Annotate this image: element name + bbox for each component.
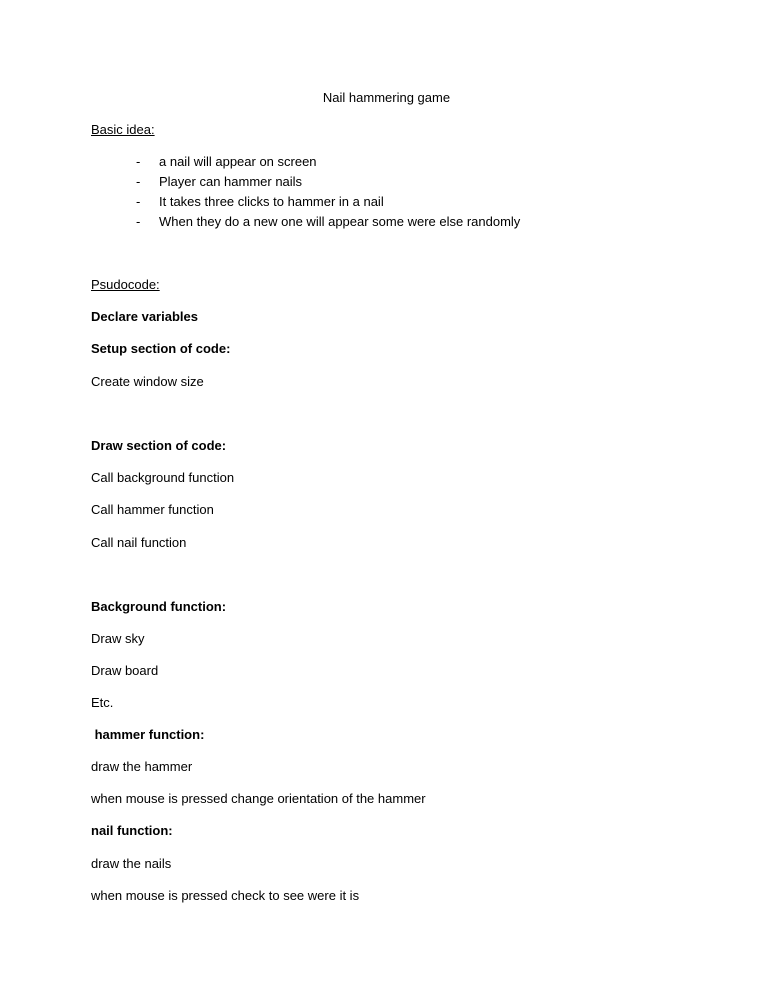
setup-heading: Setup section of code: (91, 341, 231, 356)
bullet-marker: - (136, 154, 141, 169)
basic-idea-heading: Basic idea: (91, 122, 155, 137)
draw-heading: Draw section of code: (91, 438, 227, 453)
list-item (136, 174, 520, 194)
nail-line: when mouse is pressed check to see were it is (91, 888, 360, 903)
list-item (136, 154, 520, 174)
hammer-function-heading: hammer function: (91, 727, 205, 742)
pseudocode-heading: Psudocode: (91, 277, 160, 292)
background-line: Draw board (91, 663, 159, 678)
nail-function-heading: nail function: (91, 823, 173, 838)
list-item (136, 194, 520, 214)
setup-line: Create window size (91, 374, 204, 389)
hammer-line: draw the hammer (91, 759, 193, 774)
bullet-marker: - (136, 194, 141, 209)
list-item (136, 214, 520, 234)
declare-variables-heading: Declare variables (91, 309, 198, 324)
nail-line: draw the nails (91, 856, 172, 871)
hammer-line: when mouse is pressed change orientation of the hammer (91, 791, 426, 806)
bullet-marker: - (136, 174, 141, 189)
background-function-heading: Background function: (91, 599, 227, 614)
bullet-text: When they do a new one will appear some were else randomly (159, 214, 521, 229)
basic-idea-list (136, 154, 520, 234)
background-line: Etc. (91, 695, 114, 710)
draw-line: Call nail function (91, 535, 187, 550)
draw-line: Call hammer function (91, 502, 214, 517)
bullet-marker: - (136, 214, 141, 229)
bullet-text: a nail will appear on screen (159, 154, 317, 169)
bullet-text: Player can hammer nails (159, 174, 303, 189)
background-line: Draw sky (91, 631, 145, 646)
draw-line: Call background function (91, 470, 235, 485)
bullet-text: It takes three clicks to hammer in a nail (159, 194, 384, 209)
document-title: Nail hammering game (322, 90, 451, 105)
